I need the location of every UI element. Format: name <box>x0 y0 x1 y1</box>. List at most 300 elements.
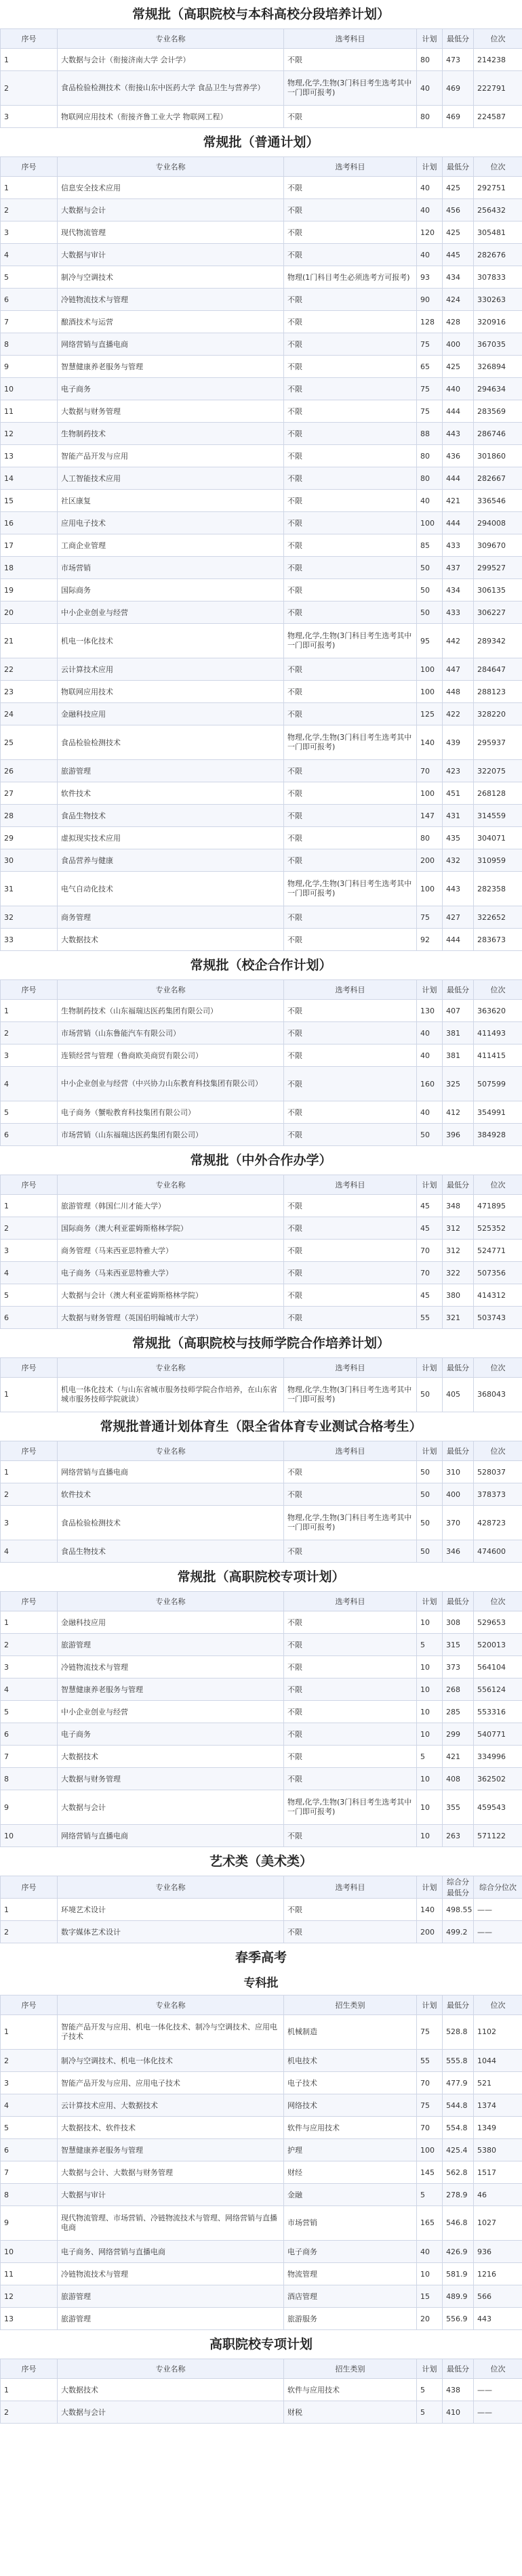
cell-plan: 95 <box>417 624 443 658</box>
cell-plan: 85 <box>417 534 443 557</box>
cell-plan: 20 <box>417 2308 443 2330</box>
table-row <box>1 1044 522 1067</box>
cell-no: 20 <box>1 601 58 624</box>
cell-plan: 200 <box>417 849 443 872</box>
header-major: 专业名称 <box>58 1592 284 1611</box>
cell-rank: 368043 <box>474 1378 522 1412</box>
cell-plan: 65 <box>417 356 443 378</box>
cell-no: 23 <box>1 681 58 703</box>
cell-subject: 物理,化学,生物(3门科目考生选考其中一门即可报考) <box>284 1790 417 1825</box>
cell-no: 8 <box>1 1768 58 1790</box>
cell-major: 旅游管理 <box>58 2285 284 2308</box>
cell-min-score: 426.9 <box>443 2241 474 2263</box>
cell-rank: 564104 <box>474 1656 522 1678</box>
table-row <box>1 490 522 512</box>
cell-no: 7 <box>1 2161 58 2184</box>
cell-major: 人工智能技术应用 <box>58 467 284 490</box>
table-row <box>1 827 522 849</box>
cell-plan: 70 <box>417 760 443 782</box>
cell-min-score: 310 <box>443 1461 474 1483</box>
section-subtitle: 专科批 <box>243 1977 279 1990</box>
table-header-row <box>1 157 522 177</box>
table-row <box>1 1746 522 1768</box>
cell-min-score: 299 <box>443 1723 474 1746</box>
cell-no: 6 <box>1 1307 58 1329</box>
cell-subject: 不限 <box>284 1461 417 1483</box>
cell-rank: 1027 <box>474 2206 522 2241</box>
cell-rank: 292751 <box>474 177 522 199</box>
cell-major: 大数据与审计 <box>58 244 284 266</box>
cell-no: 3 <box>1 1044 58 1067</box>
cell-subject: 不限 <box>284 1768 417 1790</box>
admission-table <box>0 1441 522 1563</box>
cell-major: 生物制药技术（山东福瑞达医药集团有限公司） <box>58 1000 284 1022</box>
table-row <box>1 1790 522 1825</box>
cell-min-score: 445 <box>443 244 474 266</box>
cell-rank: 328220 <box>474 703 522 725</box>
cell-min-score: 451 <box>443 782 474 805</box>
cell-plan: 50 <box>417 579 443 601</box>
cell-major: 大数据与会计 <box>58 199 284 221</box>
cell-plan: 70 <box>417 2117 443 2139</box>
cell-rank: 214238 <box>474 49 522 71</box>
cell-subject: 不限 <box>284 378 417 400</box>
cell-no: 21 <box>1 624 58 658</box>
cell-plan: 75 <box>417 400 443 423</box>
cell-plan: 50 <box>417 1540 443 1563</box>
cell-subject: 不限 <box>284 1000 417 1022</box>
cell-subject: 不限 <box>284 1540 417 1563</box>
cell-rank: 528037 <box>474 1461 522 1483</box>
cell-plan: 50 <box>417 601 443 624</box>
cell-plan: 10 <box>417 2263 443 2285</box>
cell-min-score: 442 <box>443 624 474 658</box>
table-header-row <box>1 1175 522 1195</box>
cell-plan: 145 <box>417 2161 443 2184</box>
cell-subject: 不限 <box>284 1067 417 1101</box>
table-row <box>1 557 522 579</box>
section-title: 常规批（普通计划） <box>0 128 522 156</box>
cell-rank: 306135 <box>474 579 522 601</box>
cell-major: 冷链物流技术与管理 <box>58 289 284 311</box>
cell-no: 7 <box>1 311 58 333</box>
cell-rank: 1102 <box>474 2015 522 2050</box>
cell-subject: 不限 <box>284 423 417 445</box>
cell-major: 旅游管理 <box>58 2308 284 2330</box>
cell-plan: 93 <box>417 266 443 289</box>
table-header-row <box>1 2359 522 2379</box>
cell-plan: 5 <box>417 2379 443 2401</box>
cell-subject: 不限 <box>284 490 417 512</box>
section-title: 常规批（校企合作计划） <box>0 951 522 979</box>
cell-min-score: 312 <box>443 1217 474 1240</box>
cell-min-score: 408 <box>443 1768 474 1790</box>
table-row <box>1 71 522 106</box>
table-row <box>1 2015 522 2050</box>
table-row <box>1 333 522 356</box>
cell-rank: 314559 <box>474 805 522 827</box>
cell-major: 大数据与会计、大数据与财务管理 <box>58 2161 284 2184</box>
cell-no: 9 <box>1 1790 58 1825</box>
cell-min-score: 400 <box>443 1483 474 1506</box>
cell-major: 中小企业创业与经营（中兴协力山东教育科技集团有限公司） <box>58 1067 284 1101</box>
cell-major: 市场营销 <box>58 557 284 579</box>
cell-plan: 80 <box>417 49 443 71</box>
header-rank: 位次 <box>474 980 522 1000</box>
admission-table <box>0 2359 522 2424</box>
cell-min-score: 312 <box>443 1240 474 1262</box>
header-plan: 计划 <box>417 1441 443 1461</box>
header-no: 序号 <box>1 1358 58 1378</box>
table-header-row <box>1 1441 522 1461</box>
cell-subject: 不限 <box>284 658 417 681</box>
table-row <box>1 400 522 423</box>
cell-no: 4 <box>1 1540 58 1563</box>
cell-min-score: 473 <box>443 49 474 71</box>
cell-no: 1 <box>1 1461 58 1483</box>
cell-no: 4 <box>1 1262 58 1284</box>
cell-no: 2 <box>1 1634 58 1656</box>
table-row <box>1 2050 522 2072</box>
section-title: 常规批（高职院校与技师学院合作培养计划） <box>0 1329 522 1357</box>
table-row <box>1 2206 522 2241</box>
cell-subject: 不限 <box>284 199 417 221</box>
cell-min-score: 528.8 <box>443 2015 474 2050</box>
cell-no: 31 <box>1 872 58 906</box>
cell-plan: 50 <box>417 557 443 579</box>
cell-min-score: 396 <box>443 1124 474 1146</box>
cell-rank: 294008 <box>474 512 522 534</box>
admission-table <box>0 156 522 951</box>
cell-min-score: 423 <box>443 760 474 782</box>
cell-min-score: 381 <box>443 1044 474 1067</box>
cell-min-score: 425 <box>443 356 474 378</box>
cell-major: 社区康复 <box>58 490 284 512</box>
admission-table <box>0 1876 522 1943</box>
cell-no: 24 <box>1 703 58 725</box>
cell-min-score: 410 <box>443 2401 474 2424</box>
cell-subject: 物理,化学,生物(3门科目考生选考其中一门即可报考) <box>284 624 417 658</box>
cell-plan: 200 <box>417 1921 443 1943</box>
cell-rank: 294634 <box>474 378 522 400</box>
cell-min-score: 424 <box>443 289 474 311</box>
cell-rank: 309670 <box>474 534 522 557</box>
table-header-row <box>1 1358 522 1378</box>
cell-rank: 334996 <box>474 1746 522 1768</box>
header-major: 专业名称 <box>58 1441 284 1461</box>
table-row <box>1 356 522 378</box>
cell-rank: 1216 <box>474 2263 522 2285</box>
cell-min-score: 407 <box>443 1000 474 1022</box>
cell-subject: 物理,化学,生物(3门科目考生选考其中一门即可报考) <box>284 1378 417 1412</box>
cell-no: 5 <box>1 266 58 289</box>
cell-rank: 306227 <box>474 601 522 624</box>
cell-major: 智慧健康养老服务与管理 <box>58 2139 284 2161</box>
cell-plan: 165 <box>417 2206 443 2241</box>
cell-rank: 283569 <box>474 400 522 423</box>
cell-min-score: 447 <box>443 658 474 681</box>
cell-subject: 不限 <box>284 244 417 266</box>
cell-rank: 326894 <box>474 356 522 378</box>
cell-no: 4 <box>1 1067 58 1101</box>
cell-min-score: 489.9 <box>443 2285 474 2308</box>
table-row <box>1 106 522 128</box>
cell-no: 27 <box>1 782 58 805</box>
header-min: 最低分 <box>443 1175 474 1195</box>
cell-subject: 不限 <box>284 1678 417 1701</box>
cell-major: 食品营养与健康 <box>58 849 284 872</box>
cell-min-score: 444 <box>443 512 474 534</box>
cell-subject: 财经 <box>284 2161 417 2184</box>
cell-min-score: 434 <box>443 266 474 289</box>
cell-major: 信息安全技术应用 <box>58 177 284 199</box>
cell-no: 2 <box>1 1217 58 1240</box>
cell-major: 智能产品开发与应用、机电一体化技术、制冷与空调技术、应用电子技术 <box>58 2015 284 2050</box>
table-header-row <box>1 1592 522 1611</box>
cell-min-score: 439 <box>443 725 474 760</box>
table-header-row <box>1 1996 522 2015</box>
cell-plan: 80 <box>417 106 443 128</box>
cell-no: 3 <box>1 106 58 128</box>
cell-major: 云计算技术应用 <box>58 658 284 681</box>
cell-subject: 物理(1门科目考生必须选考方可报考) <box>284 266 417 289</box>
cell-major: 电子商务、网络营销与直播电商 <box>58 2241 284 2263</box>
cell-subject: 不限 <box>284 1746 417 1768</box>
cell-major: 大数据技术 <box>58 929 284 951</box>
table-header-row <box>1 980 522 1000</box>
cell-major: 现代物流管理 <box>58 221 284 244</box>
table-row <box>1 1723 522 1746</box>
cell-min-score: 444 <box>443 467 474 490</box>
cell-min-score: 315 <box>443 1634 474 1656</box>
cell-min-score: 556.9 <box>443 2308 474 2330</box>
cell-no: 1 <box>1 1195 58 1217</box>
cell-min-score: 268 <box>443 1678 474 1701</box>
cell-subject: 不限 <box>284 1307 417 1329</box>
cell-major: 旅游管理 <box>58 760 284 782</box>
table-row <box>1 681 522 703</box>
cell-min-score: 435 <box>443 827 474 849</box>
cell-plan: 10 <box>417 1790 443 1825</box>
table-row <box>1 2161 522 2184</box>
admission-table <box>0 1357 522 1412</box>
cell-subject: 物理,化学,生物(3门科目考生选考其中一门即可报考) <box>284 71 417 106</box>
header-no: 序号 <box>1 980 58 1000</box>
cell-plan: 50 <box>417 1483 443 1506</box>
cell-plan: 100 <box>417 2139 443 2161</box>
cell-subject: 不限 <box>284 1101 417 1124</box>
cell-rank: —— <box>474 1921 522 1943</box>
header-rank: 位次 <box>474 1358 522 1378</box>
cell-min-score: 346 <box>443 1540 474 1563</box>
table-row <box>1 1022 522 1044</box>
section-title: 常规批（高职院校与本科高校分段培养计划） <box>0 0 522 28</box>
cell-major: 市场营销（山东鲁能汽车有限公司） <box>58 1022 284 1044</box>
cell-rank: 295937 <box>474 725 522 760</box>
header-major: 专业名称 <box>58 1358 284 1378</box>
cell-rank: 520013 <box>474 1634 522 1656</box>
cell-rank: 566 <box>474 2285 522 2308</box>
cell-no: 3 <box>1 2072 58 2094</box>
cell-subject: 不限 <box>284 1611 417 1634</box>
header-plan: 计划 <box>417 1175 443 1195</box>
cell-min-score: 421 <box>443 490 474 512</box>
cell-no: 13 <box>1 2308 58 2330</box>
cell-major: 食品检验检测技术（衔接山东中医药大学 食品卫生与营养学） <box>58 71 284 106</box>
header-plan: 计划 <box>417 157 443 177</box>
cell-no: 5 <box>1 1101 58 1124</box>
table-row <box>1 1634 522 1656</box>
cell-subject: 物流管理 <box>284 2263 417 2285</box>
cell-plan: 40 <box>417 1101 443 1124</box>
cell-plan: 100 <box>417 512 443 534</box>
cell-rank: 256432 <box>474 199 522 221</box>
cell-min-score: 434 <box>443 579 474 601</box>
cell-plan: 45 <box>417 1217 443 1240</box>
cell-subject: 不限 <box>284 1634 417 1656</box>
cell-min-score: 425 <box>443 177 474 199</box>
cell-no: 1 <box>1 177 58 199</box>
cell-plan: 128 <box>417 311 443 333</box>
cell-subject: 网络技术 <box>284 2094 417 2117</box>
cell-min-score: 400 <box>443 333 474 356</box>
header-subject: 选考科目 <box>284 1592 417 1611</box>
cell-major: 食品生物技术 <box>58 1540 284 1563</box>
cell-plan: 10 <box>417 1611 443 1634</box>
cell-no: 2 <box>1 71 58 106</box>
cell-no: 4 <box>1 1678 58 1701</box>
cell-major: 物联网应用技术（衔接齐鲁工业大学 物联网工程） <box>58 106 284 128</box>
cell-major: 商务管理（马来西亚思特雅大学） <box>58 1240 284 1262</box>
header-subject: 选考科目 <box>284 1175 417 1195</box>
table-row <box>1 1483 522 1506</box>
cell-subject: 不限 <box>284 681 417 703</box>
cell-no: 10 <box>1 2241 58 2263</box>
cell-rank: 1517 <box>474 2161 522 2184</box>
header-major: 专业名称 <box>58 980 284 1000</box>
cell-plan: 10 <box>417 1768 443 1790</box>
cell-plan: 40 <box>417 2241 443 2263</box>
table-header-row <box>1 1876 522 1899</box>
cell-min-score: 405 <box>443 1378 474 1412</box>
cell-subject: 不限 <box>284 467 417 490</box>
cell-major: 大数据与财务管理 <box>58 1768 284 1790</box>
cell-major: 金融科技应用 <box>58 1611 284 1634</box>
cell-min-score: 428 <box>443 311 474 333</box>
cell-major: 环境艺术设计 <box>58 1899 284 1921</box>
table-row <box>1 849 522 872</box>
cell-rank: 354991 <box>474 1101 522 1124</box>
cell-subject: 不限 <box>284 333 417 356</box>
cell-no: 1 <box>1 1000 58 1022</box>
table-row <box>1 266 522 289</box>
header-no: 序号 <box>1 1996 58 2015</box>
cell-subject: 不限 <box>284 311 417 333</box>
cell-no: 5 <box>1 1701 58 1723</box>
cell-plan: 75 <box>417 2015 443 2050</box>
cell-plan: 55 <box>417 1307 443 1329</box>
header-plan: 计划 <box>417 1996 443 2015</box>
admission-table <box>0 1591 522 1847</box>
table-row <box>1 760 522 782</box>
cell-subject: 市场营销 <box>284 2206 417 2241</box>
cell-rank: 524771 <box>474 1240 522 1262</box>
cell-no: 33 <box>1 929 58 951</box>
cell-subject: 不限 <box>284 356 417 378</box>
table-row <box>1 311 522 333</box>
cell-major: 机电一体化技术（与山东省城市服务技师学院合作培养，在山东省城市服务技师学院就读） <box>58 1378 284 1412</box>
cell-plan: 40 <box>417 490 443 512</box>
cell-no: 10 <box>1 1825 58 1847</box>
cell-major: 电气自动化技术 <box>58 872 284 906</box>
cell-major: 中小企业创业与经营 <box>58 1701 284 1723</box>
cell-plan: 5 <box>417 1746 443 1768</box>
admission-table <box>0 1995 522 2330</box>
table-row <box>1 1378 522 1412</box>
cell-min-score: 555.8 <box>443 2050 474 2072</box>
cell-no: 1 <box>1 49 58 71</box>
cell-major: 智慧健康养老服务与管理 <box>58 356 284 378</box>
cell-major: 食品检验检测技术 <box>58 725 284 760</box>
cell-rank: 282667 <box>474 467 522 490</box>
section-title: 常规批（中外合作办学） <box>0 1146 522 1175</box>
cell-min-score: 427 <box>443 906 474 929</box>
cell-no: 30 <box>1 849 58 872</box>
header-rank: 位次 <box>474 1592 522 1611</box>
cell-major: 市场营销（山东福瑞达医药集团有限公司） <box>58 1124 284 1146</box>
cell-rank: 224587 <box>474 106 522 128</box>
cell-min-score: 433 <box>443 534 474 557</box>
cell-no: 2 <box>1 2401 58 2424</box>
table-row <box>1 624 522 658</box>
cell-rank: 284647 <box>474 658 522 681</box>
cell-major: 电子商务 <box>58 378 284 400</box>
cell-subject: 不限 <box>284 512 417 534</box>
cell-min-score: 440 <box>443 378 474 400</box>
cell-plan: 88 <box>417 423 443 445</box>
table-row <box>1 512 522 534</box>
cell-no: 11 <box>1 400 58 423</box>
header-major: 专业名称 <box>58 1996 284 2015</box>
cell-major: 大数据与会计 <box>58 1790 284 1825</box>
cell-subject: 不限 <box>284 1022 417 1044</box>
cell-rank: 507599 <box>474 1067 522 1101</box>
cell-subject: 不限 <box>284 601 417 624</box>
cell-subject: 不限 <box>284 1701 417 1723</box>
cell-plan: 120 <box>417 221 443 244</box>
table-row <box>1 2139 522 2161</box>
cell-no: 8 <box>1 2184 58 2206</box>
cell-min-score: 432 <box>443 849 474 872</box>
cell-subject: 护理 <box>284 2139 417 2161</box>
header-no: 序号 <box>1 1175 58 1195</box>
table-row <box>1 1656 522 1678</box>
cell-no: 12 <box>1 423 58 445</box>
cell-subject: 物理,化学,生物(3门科目考生选考其中一门即可报考) <box>284 725 417 760</box>
header-min: 最低分 <box>443 1592 474 1611</box>
cell-subject: 不限 <box>284 1723 417 1746</box>
cell-min-score: 443 <box>443 423 474 445</box>
cell-major: 网络营销与直播电商 <box>58 333 284 356</box>
cell-min-score: 562.8 <box>443 2161 474 2184</box>
table-row <box>1 1195 522 1217</box>
cell-plan: 147 <box>417 805 443 827</box>
header-plan: 计划 <box>417 2359 443 2379</box>
cell-plan: 40 <box>417 244 443 266</box>
cell-subject: 不限 <box>284 1195 417 1217</box>
cell-no: 16 <box>1 512 58 534</box>
header-min: 最低分 <box>443 29 474 49</box>
